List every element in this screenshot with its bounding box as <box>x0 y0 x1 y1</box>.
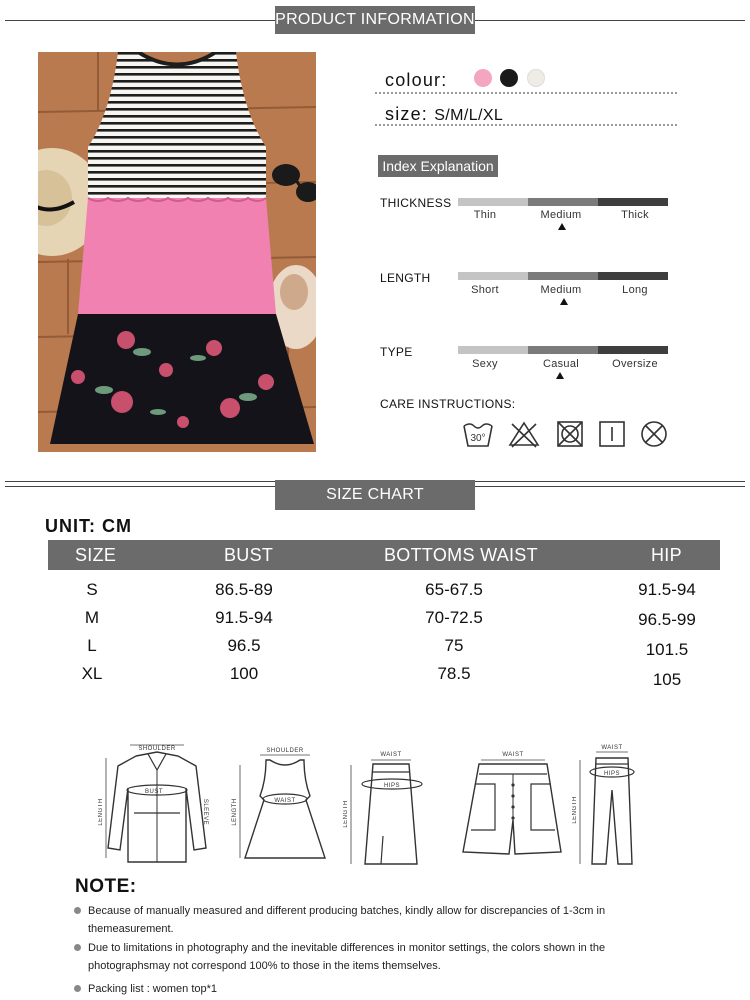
colour-swatch-black[interactable] <box>500 69 518 87</box>
dress-measure-diagram <box>230 740 330 870</box>
pants-length-label: LENGTH <box>572 796 578 824</box>
index-explanation-label: Index Explanation <box>378 155 498 177</box>
length-option-short: Short <box>471 284 499 296</box>
row-l-bust: 96.5 <box>227 636 261 655</box>
type-label: TYPE <box>380 345 413 359</box>
row-m-size: M <box>84 608 100 627</box>
row-m-waist: 70-72.5 <box>425 608 483 627</box>
type-bar-oversize <box>598 346 668 354</box>
jacket-bust-label: BUST <box>144 789 164 795</box>
header-size: SIZE <box>75 545 117 565</box>
colour-underline <box>375 92 677 94</box>
note-item: Due to limitations in photography and the inevitable differences in monitor settings, the colors shown in the photographsmay not correspond 100% to those in the items themselves. <box>88 942 606 972</box>
wash-30-icon <box>462 418 494 450</box>
skirt-waist-label: WAIST <box>380 752 402 758</box>
colour-swatch-white[interactable] <box>527 69 545 87</box>
note-bullet <box>74 944 81 951</box>
length-bar-long <box>598 272 668 280</box>
length-bar-medium <box>528 272 598 280</box>
row-xl-hip: 105 <box>652 670 682 689</box>
thickness-bar-thick <box>598 198 668 206</box>
thickness-label: THICKNESS <box>380 196 452 210</box>
skirt-hips-label: HIPS <box>383 783 401 789</box>
row-m-hip: 96.5-99 <box>638 610 696 629</box>
jacket-shoulder-label: SHOULDER <box>138 746 176 752</box>
shorts-measure-diagram <box>455 740 567 870</box>
row-s-size: S <box>86 580 98 599</box>
type-selected-marker <box>556 372 564 379</box>
dress-length-label: LENGTH <box>232 798 238 826</box>
colour-label: colour: <box>385 70 448 90</box>
note-bullet <box>74 985 81 992</box>
wash-temp-text: 30° <box>470 433 486 444</box>
type-bar-casual <box>528 346 598 354</box>
type-option-casual: Casual <box>542 358 580 370</box>
note-bullet <box>74 907 81 914</box>
row-s-waist: 65-67.5 <box>425 580 483 599</box>
dress-shoulder-label: SHOULDER <box>266 748 304 754</box>
product-photo <box>38 52 316 452</box>
row-s-bust: 86.5-89 <box>215 580 273 599</box>
line-dry-icon <box>596 418 628 450</box>
pants-measure-diagram <box>572 740 652 870</box>
no-dry-clean-icon <box>638 418 670 450</box>
product-info-title: PRODUCT INFORMATION <box>275 6 475 34</box>
dress-waist-label: WAIST <box>274 798 296 804</box>
type-option-oversize: Oversize <box>612 358 658 370</box>
row-xl-waist: 78.5 <box>437 664 471 683</box>
type-bar-sexy <box>458 346 528 354</box>
jacket-length-label: LENGTH <box>98 798 104 826</box>
size-chart-title: SIZE CHART <box>275 480 475 510</box>
jacket-measure-diagram <box>98 740 216 870</box>
row-l-hip: 101.5 <box>645 640 689 659</box>
thickness-selected-marker <box>558 223 566 230</box>
header-bottoms-waist: BOTTOMS WAIST <box>384 545 538 565</box>
skirt-measure-diagram <box>343 740 433 870</box>
no-bleach-icon <box>508 418 540 450</box>
note-title: NOTE: <box>75 876 137 897</box>
type-option-sexy: Sexy <box>472 358 498 370</box>
note-item: Packing list : women top*1 <box>88 983 218 995</box>
size-value: S/M/L/XL <box>434 107 504 124</box>
thickness-option-medium: Medium <box>540 209 582 221</box>
divider-right <box>475 20 745 21</box>
row-s-hip: 91.5-94 <box>638 580 696 599</box>
divider-left <box>5 20 275 21</box>
jacket-sleeve-label: SLEEVE <box>202 798 208 826</box>
size-row <box>385 104 503 125</box>
thickness-option-thin: Thin <box>473 209 497 221</box>
length-option-long: Long <box>622 284 648 296</box>
header-bust: BUST <box>224 545 274 565</box>
no-tumble-dry-icon <box>554 418 586 450</box>
length-selected-marker <box>560 298 568 305</box>
length-bar-short <box>458 272 528 280</box>
length-label: LENGTH <box>380 271 431 285</box>
row-l-size: L <box>87 636 97 655</box>
size-underline <box>375 124 677 126</box>
header-hip: HIP <box>651 545 682 565</box>
length-option-medium: Medium <box>540 284 582 296</box>
thickness-bar-thin <box>458 198 528 206</box>
thickness-option-thick: Thick <box>621 209 649 221</box>
row-l-waist: 75 <box>444 636 464 655</box>
row-xl-bust: 100 <box>229 664 259 683</box>
pants-waist-label: WAIST <box>601 745 623 751</box>
thickness-bar-medium <box>528 198 598 206</box>
shorts-waist-label: WAIST <box>502 752 524 758</box>
note-item: Because of manually measured and different producing batches, kindly allow for discrepancies of 1-3cm in themeasurement. <box>88 905 606 935</box>
row-xl-size: XL <box>81 664 103 683</box>
row-m-bust: 91.5-94 <box>215 608 273 627</box>
unit-label: UNIT: CM <box>45 516 132 536</box>
pants-hips-label: HIPS <box>603 771 621 777</box>
care-instructions-title: CARE INSTRUCTIONS: <box>380 397 516 411</box>
skirt-length-label: LENGTH <box>343 800 349 828</box>
size-label: size: <box>385 104 429 124</box>
colour-swatch-pink[interactable] <box>474 69 492 87</box>
